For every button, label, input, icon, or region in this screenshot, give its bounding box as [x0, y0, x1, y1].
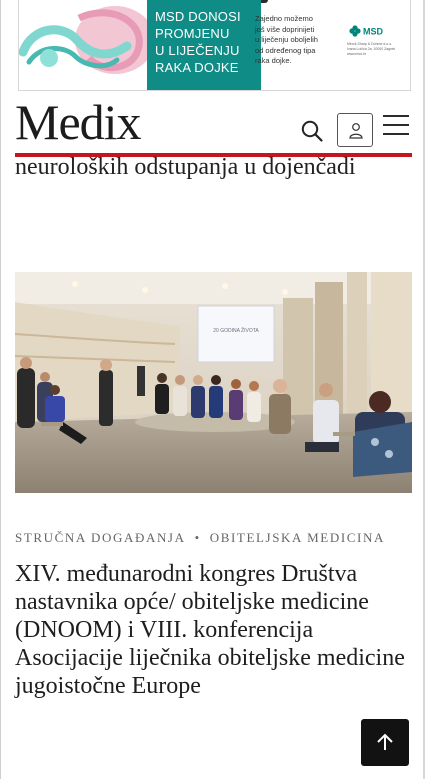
fine-print-line: Ivana Lučića 2a, 10000 Zagreb: [347, 47, 396, 51]
hamburger-menu-icon-bar: [383, 133, 409, 135]
previous-article-title[interactable]: neuroloških odstupanja u dojenčadi: [15, 154, 356, 180]
banner-body-line: raka dojke.: [255, 56, 292, 65]
photo-screen-text: 20 GODINA ŽIVOTA: [213, 328, 259, 334]
advertisement-banner[interactable]: [18, 0, 411, 91]
hamburger-menu-button[interactable]: [383, 115, 409, 139]
banner-headline-line: PROMJENU: [155, 26, 230, 41]
banner-headline-line: MSD DONOSI: [155, 9, 241, 24]
arrow-up-icon: [375, 732, 395, 752]
article-title[interactable]: XIV. međunarodni kongres Društva nastavnika opće/ obiteljske medicine (DNOOM) i VIII. konferencija Asocijacije liječnika obiteljske medicine jugoistočne Europe: [15, 561, 405, 699]
scroll-to-top-button[interactable]: [361, 719, 409, 766]
category-link[interactable]: OBITELJSKA MEDICINA: [209, 530, 385, 545]
fine-print-line: www.msd.hr: [347, 52, 367, 56]
ribbon-art-image: [19, 0, 147, 90]
banner-body-text: [255, 14, 345, 67]
hamburger-menu-icon-bar: [383, 124, 409, 126]
banner-body-line: u liječenju oboljelih: [255, 35, 318, 44]
msd-logo: [349, 24, 399, 38]
banner-headline: [147, 0, 261, 90]
user-icon: [348, 122, 364, 139]
article-categories: [15, 530, 385, 546]
fine-print-line: Merck Sharp & Dohme d.o.o.: [347, 42, 393, 46]
site-logo[interactable]: Medix: [15, 94, 141, 150]
banner-headline-line: RAKA DOJKE: [155, 60, 239, 75]
hamburger-menu-icon-bar: [383, 115, 409, 117]
banner-body-line: od određenog tipa: [255, 45, 316, 55]
search-button[interactable]: [300, 119, 326, 145]
category-separator: •: [194, 530, 201, 545]
banner-body-line: Zajedno možemo: [255, 14, 313, 23]
msd-logo-text: MSD: [363, 26, 383, 37]
banner-body-line: još više doprinijeti: [255, 24, 315, 34]
banner-fine-print: [347, 42, 401, 57]
banner-headline-line: U LIJEČENJU: [155, 43, 240, 58]
page-frame-left: [0, 0, 1, 779]
search-icon: [300, 119, 324, 143]
account-button[interactable]: [337, 113, 373, 147]
article-photo[interactable]: [15, 272, 412, 493]
category-link[interactable]: STRUČNA DOGAĐANJA: [15, 530, 186, 545]
